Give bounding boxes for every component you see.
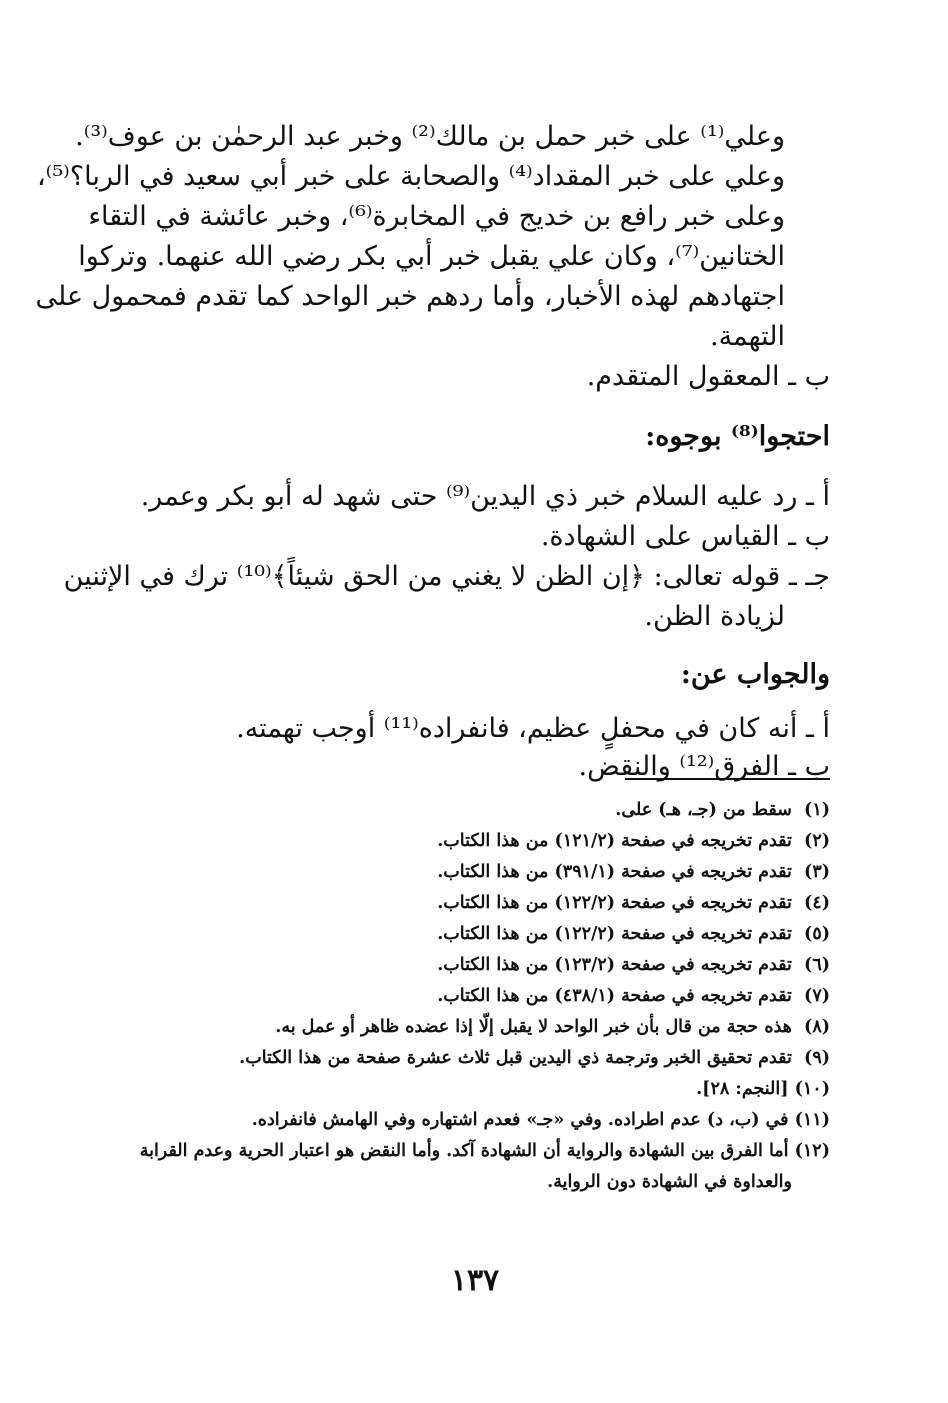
text-line: ب ـ المعقول المتقدم. bbox=[586, 361, 830, 392]
footnote-text: في (ب، د) عدم اطراده. وفي «جـ» فعدم اشتهاره وفي الهامش فانفراده. bbox=[251, 1110, 789, 1130]
footnote bbox=[140, 922, 830, 948]
footnote bbox=[140, 829, 830, 855]
footnote-text: تقدم تخريجه في صفحة (١٢٢/٢) من هذا الكتاب. bbox=[437, 893, 792, 913]
footnote-text: تقدم تخريجه في صفحة (٤٣٨/١) من هذا الكتاب. bbox=[437, 986, 792, 1006]
footnote-number: (١٠) bbox=[794, 1079, 830, 1099]
footnote-text: هذه حجة من قال بأن خبر الواحد لا يقبل إلّا إذا عضده ظاهر أو عمل به. bbox=[275, 1017, 792, 1037]
footnote bbox=[140, 1015, 830, 1041]
footnote-number: (٣) bbox=[804, 862, 830, 882]
footnote bbox=[140, 1139, 830, 1165]
text-line: ب ـ القياس على الشهادة. bbox=[540, 521, 830, 552]
footnote-number: (١٢) bbox=[794, 1141, 830, 1161]
footnote-number: (١١) bbox=[794, 1110, 830, 1130]
footnote-text: تقدم تخريجه في صفحة (١٢١/٢) من هذا الكتاب. bbox=[437, 831, 792, 851]
footnote-number: (٤) bbox=[804, 893, 830, 913]
text-line: جـ ـ قوله تعالى: ﴿إن الظن لا يغني من الحق شيئاً﴾⁽¹⁰⁾ ترك في الإثنين bbox=[63, 561, 830, 592]
footnote-text: أما الفرق بين الشهادة والرواية أن الشهادة آكد. وأما النقض هو اعتبار الحرية وعدم القرابة bbox=[139, 1141, 789, 1161]
text-line: ب ـ الفرق⁽¹²⁾ والنقض. bbox=[578, 751, 830, 782]
text-line: أ ـ أنه كان في محفلٍ عظيم، فانفراده⁽¹¹⁾ أوجب تهمته. bbox=[236, 713, 830, 744]
text-line: لزيادة الظن. bbox=[644, 601, 785, 632]
footnote bbox=[140, 1108, 830, 1134]
text-line: وعلى خبر رافع بن خديج في المخابرة⁽⁶⁾، وخبر عائشة في التقاء bbox=[88, 201, 785, 232]
footnote-text: والعداوة في الشهادة دون الرواية. bbox=[547, 1172, 792, 1192]
footnote bbox=[140, 798, 830, 824]
footnote-text: [النجم: ٢٨]. bbox=[696, 1079, 789, 1099]
footnote bbox=[140, 860, 830, 886]
text-line: وعلي⁽¹⁾ على خبر حمل بن مالك⁽²⁾ وخبر عبد الرحمٰن بن عوف⁽³⁾. bbox=[75, 121, 785, 152]
footnote bbox=[140, 984, 830, 1010]
footnote-number: (٨) bbox=[804, 1017, 830, 1037]
footnote-number: (٩) bbox=[804, 1048, 830, 1068]
section-heading: احتجوا⁽⁸⁾ بوجوه: bbox=[645, 421, 830, 452]
footnote-number: (٢) bbox=[804, 831, 830, 851]
text-line: وعلي على خبر المقداد⁽⁴⁾ والصحابة على خبر أبي سعيد في الربا؟⁽⁵⁾، bbox=[36, 161, 785, 192]
footnote-text: تقدم تخريجه في صفحة (١٢٢/٢) من هذا الكتاب. bbox=[437, 924, 792, 944]
text-line: الختانين⁽⁷⁾، وكان علي يقبل خبر أبي بكر رضي الله عنهما. وتركوا bbox=[78, 241, 785, 272]
footnote-text: تقدم تخريجه في صفحة (٣٩١/١) من هذا الكتاب. bbox=[437, 862, 792, 882]
text-line: التهمة. bbox=[710, 321, 785, 352]
text-line: أ ـ رد عليه السلام خبر ذي اليدين⁽⁹⁾ حتى شهد له أبو بكر وعمر. bbox=[140, 481, 830, 512]
footnote-number: (١) bbox=[804, 800, 830, 820]
footnote-text: تقدم تحقيق الخبر وترجمة ذي اليدين قبل ثلاث عشرة صفحة من هذا الكتاب. bbox=[239, 1048, 792, 1068]
footnote-number: (٥) bbox=[804, 924, 830, 944]
section-heading: والجواب عن: bbox=[680, 659, 830, 690]
text-line: اجتهادهم لهذه الأخبار، وأما ردهم خبر الواحد كما تقدم فمحمول على bbox=[35, 281, 785, 312]
footnote-text: تقدم تخريجه في صفحة (١٢٣/٢) من هذا الكتاب. bbox=[437, 955, 792, 975]
footnote-text: سقط من (جـ، هـ) على. bbox=[615, 800, 792, 820]
page-number: ١٣٧ bbox=[450, 1263, 500, 1298]
footnote-number: (٧) bbox=[804, 986, 830, 1006]
footnote-continuation bbox=[140, 1170, 792, 1196]
footnote bbox=[140, 953, 830, 979]
footnote bbox=[140, 1046, 830, 1072]
footnote-separator bbox=[625, 778, 830, 780]
footnote bbox=[140, 1077, 830, 1103]
footnote-number: (٦) bbox=[804, 955, 830, 975]
footnote bbox=[140, 891, 830, 917]
